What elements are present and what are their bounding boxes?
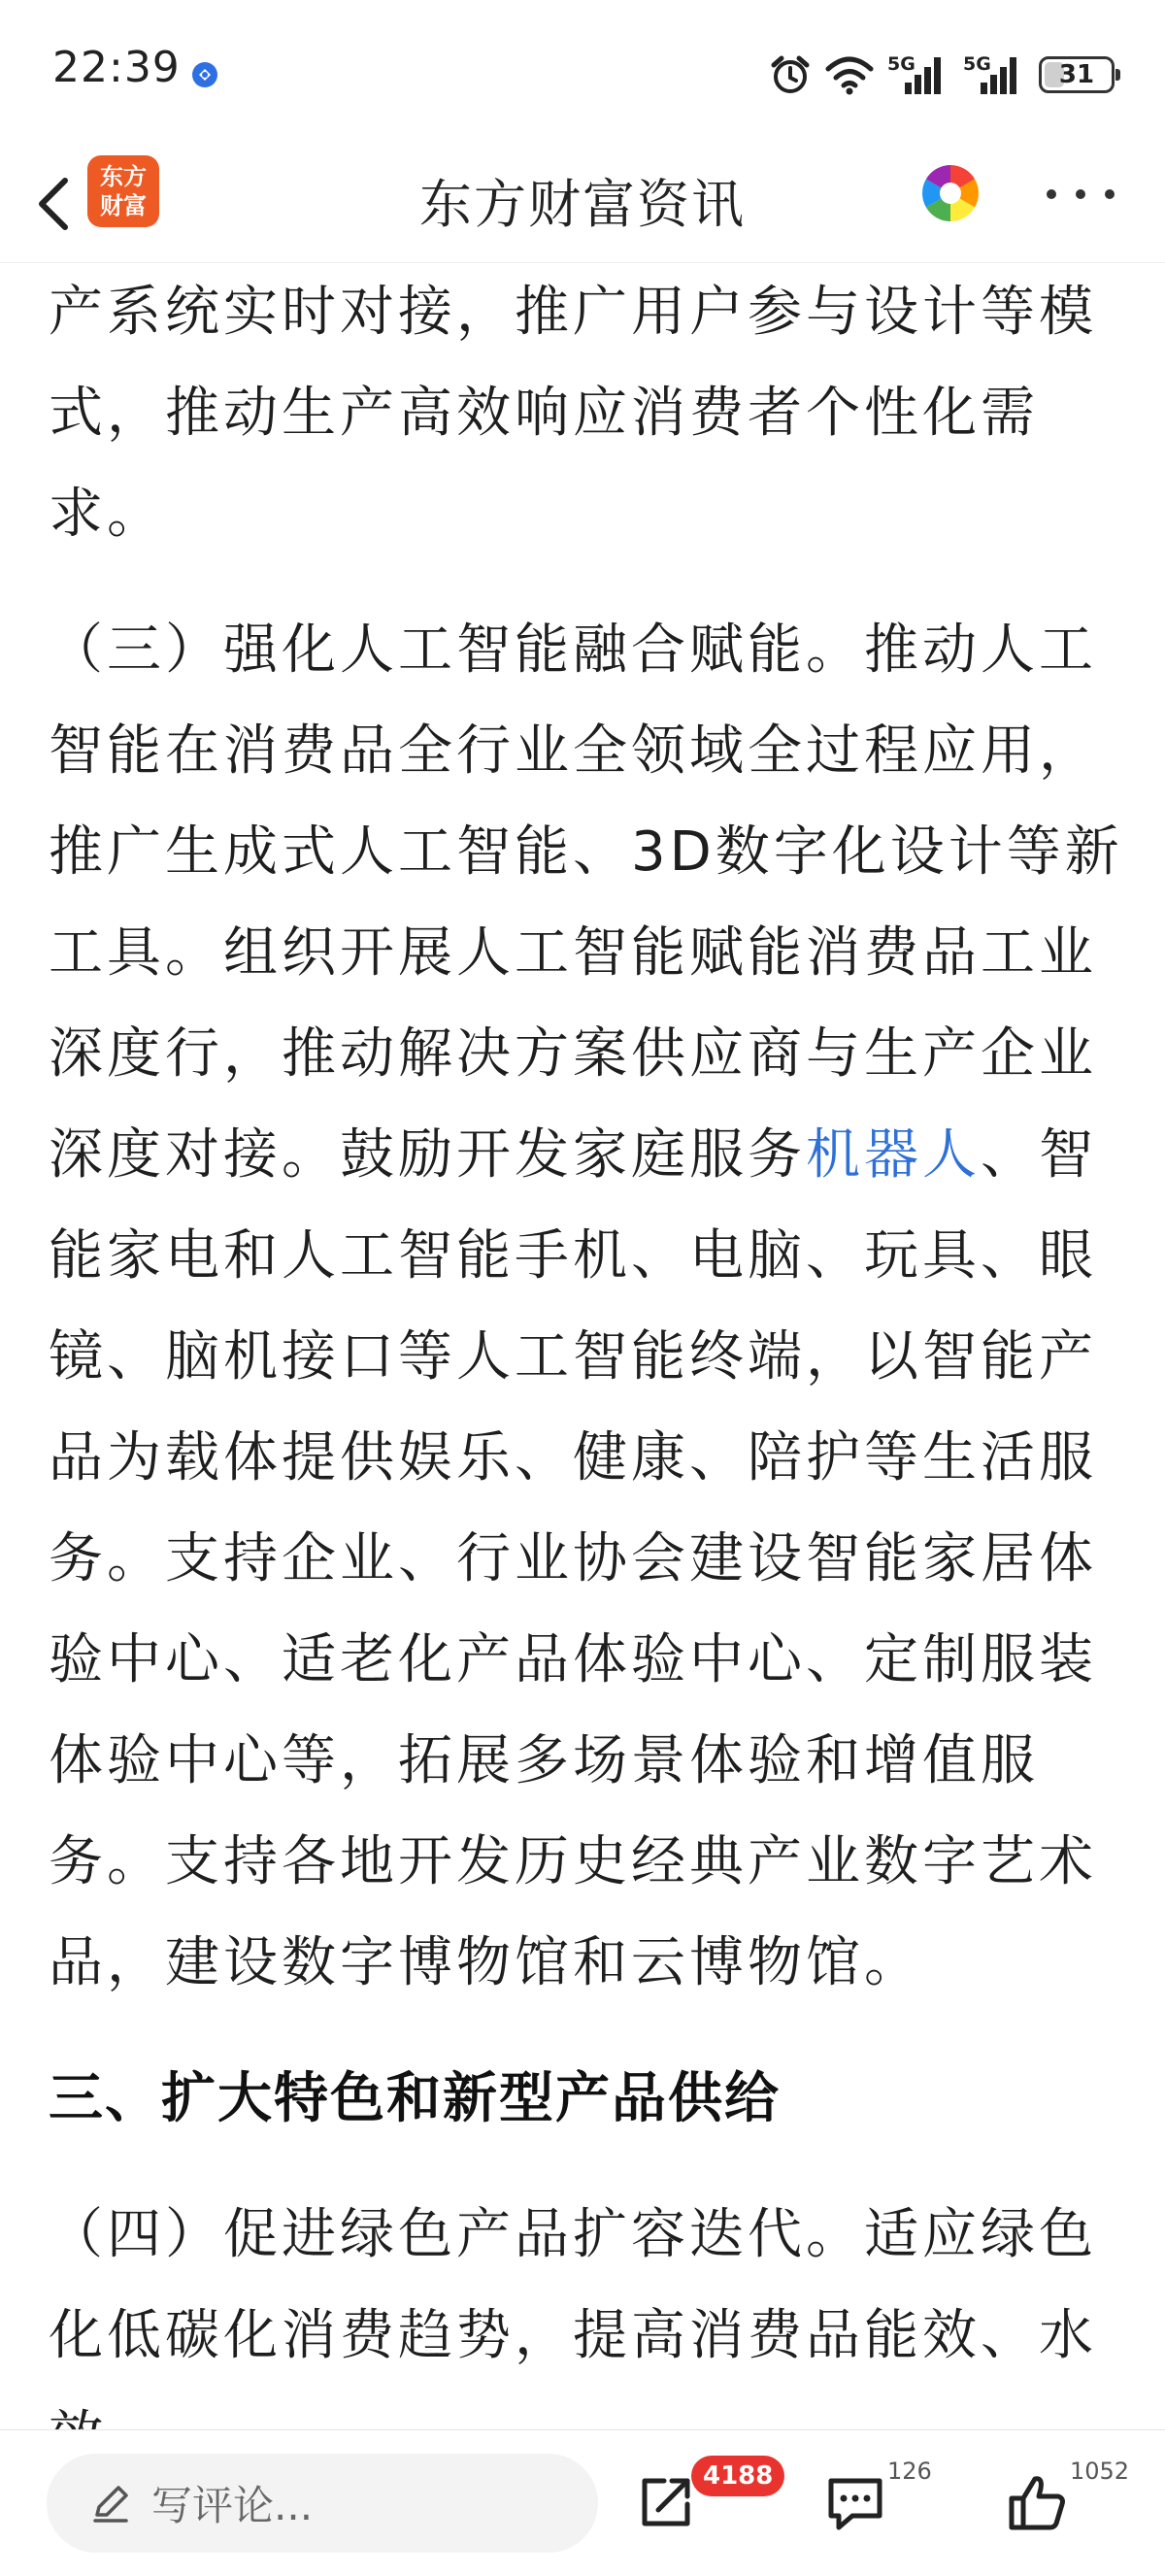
signal-icon	[887, 53, 949, 96]
comment-input[interactable]	[47, 2454, 598, 2553]
nav-bar	[0, 146, 1165, 263]
colorwheel-icon[interactable]	[920, 163, 981, 223]
article-paragraph-2	[49, 600, 1126, 2014]
status-indicators	[769, 50, 1115, 99]
comment-icon	[823, 2471, 887, 2533]
comments-button[interactable]	[810, 2458, 932, 2549]
logo-line-1: 东方	[100, 163, 147, 190]
signal-label-1: 5G	[887, 53, 915, 75]
app-notification-icon	[190, 60, 219, 89]
bottom-action-bar	[0, 2429, 1165, 2576]
share-icon	[635, 2471, 697, 2533]
battery-icon	[1039, 56, 1115, 93]
share-count-badge: 4188	[691, 2456, 784, 2496]
paragraph-2-text-a: （三）强化人工智能融合赋能。推动人工智能在消费品全行业全领域全过程应用，推广生成式人工智能、3D数字化设计等新工具。组织开展人工智能赋能消费品工业深度行，推动解决方案供应商与生产企业深度对接。鼓励开发家庭服务	[49, 619, 1123, 1187]
logo-line-2: 财富	[100, 192, 147, 219]
page-title: 东方财富资讯	[419, 174, 746, 235]
more-icon[interactable]	[1047, 175, 1115, 214]
signal-label-2: 5G	[963, 53, 991, 75]
section-heading-3: 三、扩大特色和新型产品供给	[49, 2067, 781, 2130]
robot-link[interactable]: 机器人	[806, 1123, 981, 1187]
wifi-icon	[825, 53, 874, 96]
comment-count: 126	[887, 2458, 932, 2485]
pencil-icon	[89, 2482, 132, 2525]
like-icon	[1006, 2471, 1070, 2533]
share-button[interactable]	[621, 2461, 774, 2549]
like-count: 1052	[1070, 2458, 1130, 2485]
like-button[interactable]	[992, 2458, 1130, 2549]
article-paragraph-3: （四）促进绿色产品扩容迭代。适应绿色化低碳化消费趋势，提高消费品能效、水	[49, 2203, 1097, 2367]
paragraph-2-text-b: 、智能家电和人工智能手机、电脑、玩具、眼镜、脑机接口等人工智能终端，以智能产品为载体提供娱乐、健康、陪护等生活服务。支持企业、行业协会建设智能家居体验中心、适老化产品体验中心、定制服装体验中心等，拓展多场景体验和增值服务。支持各地开发历史经典产业数字艺术品，建设数字博物馆和云博物馆。	[49, 1123, 1097, 1994]
signal-group-2	[963, 53, 1025, 96]
status-bar	[0, 0, 1165, 146]
comment-placeholder: 写评论...	[151, 2482, 314, 2529]
signal-icon	[963, 53, 1025, 96]
article-paragraph-1: 产系统实时对接，推广用户参与设计等模式，推动生产高效响应消费者个性化需求。	[49, 281, 1097, 546]
battery-text: 31	[1058, 60, 1095, 89]
signal-group-1	[887, 53, 949, 96]
article-body	[49, 262, 1126, 2429]
alarm-icon	[769, 53, 812, 96]
status-time: 22:39	[52, 43, 181, 92]
